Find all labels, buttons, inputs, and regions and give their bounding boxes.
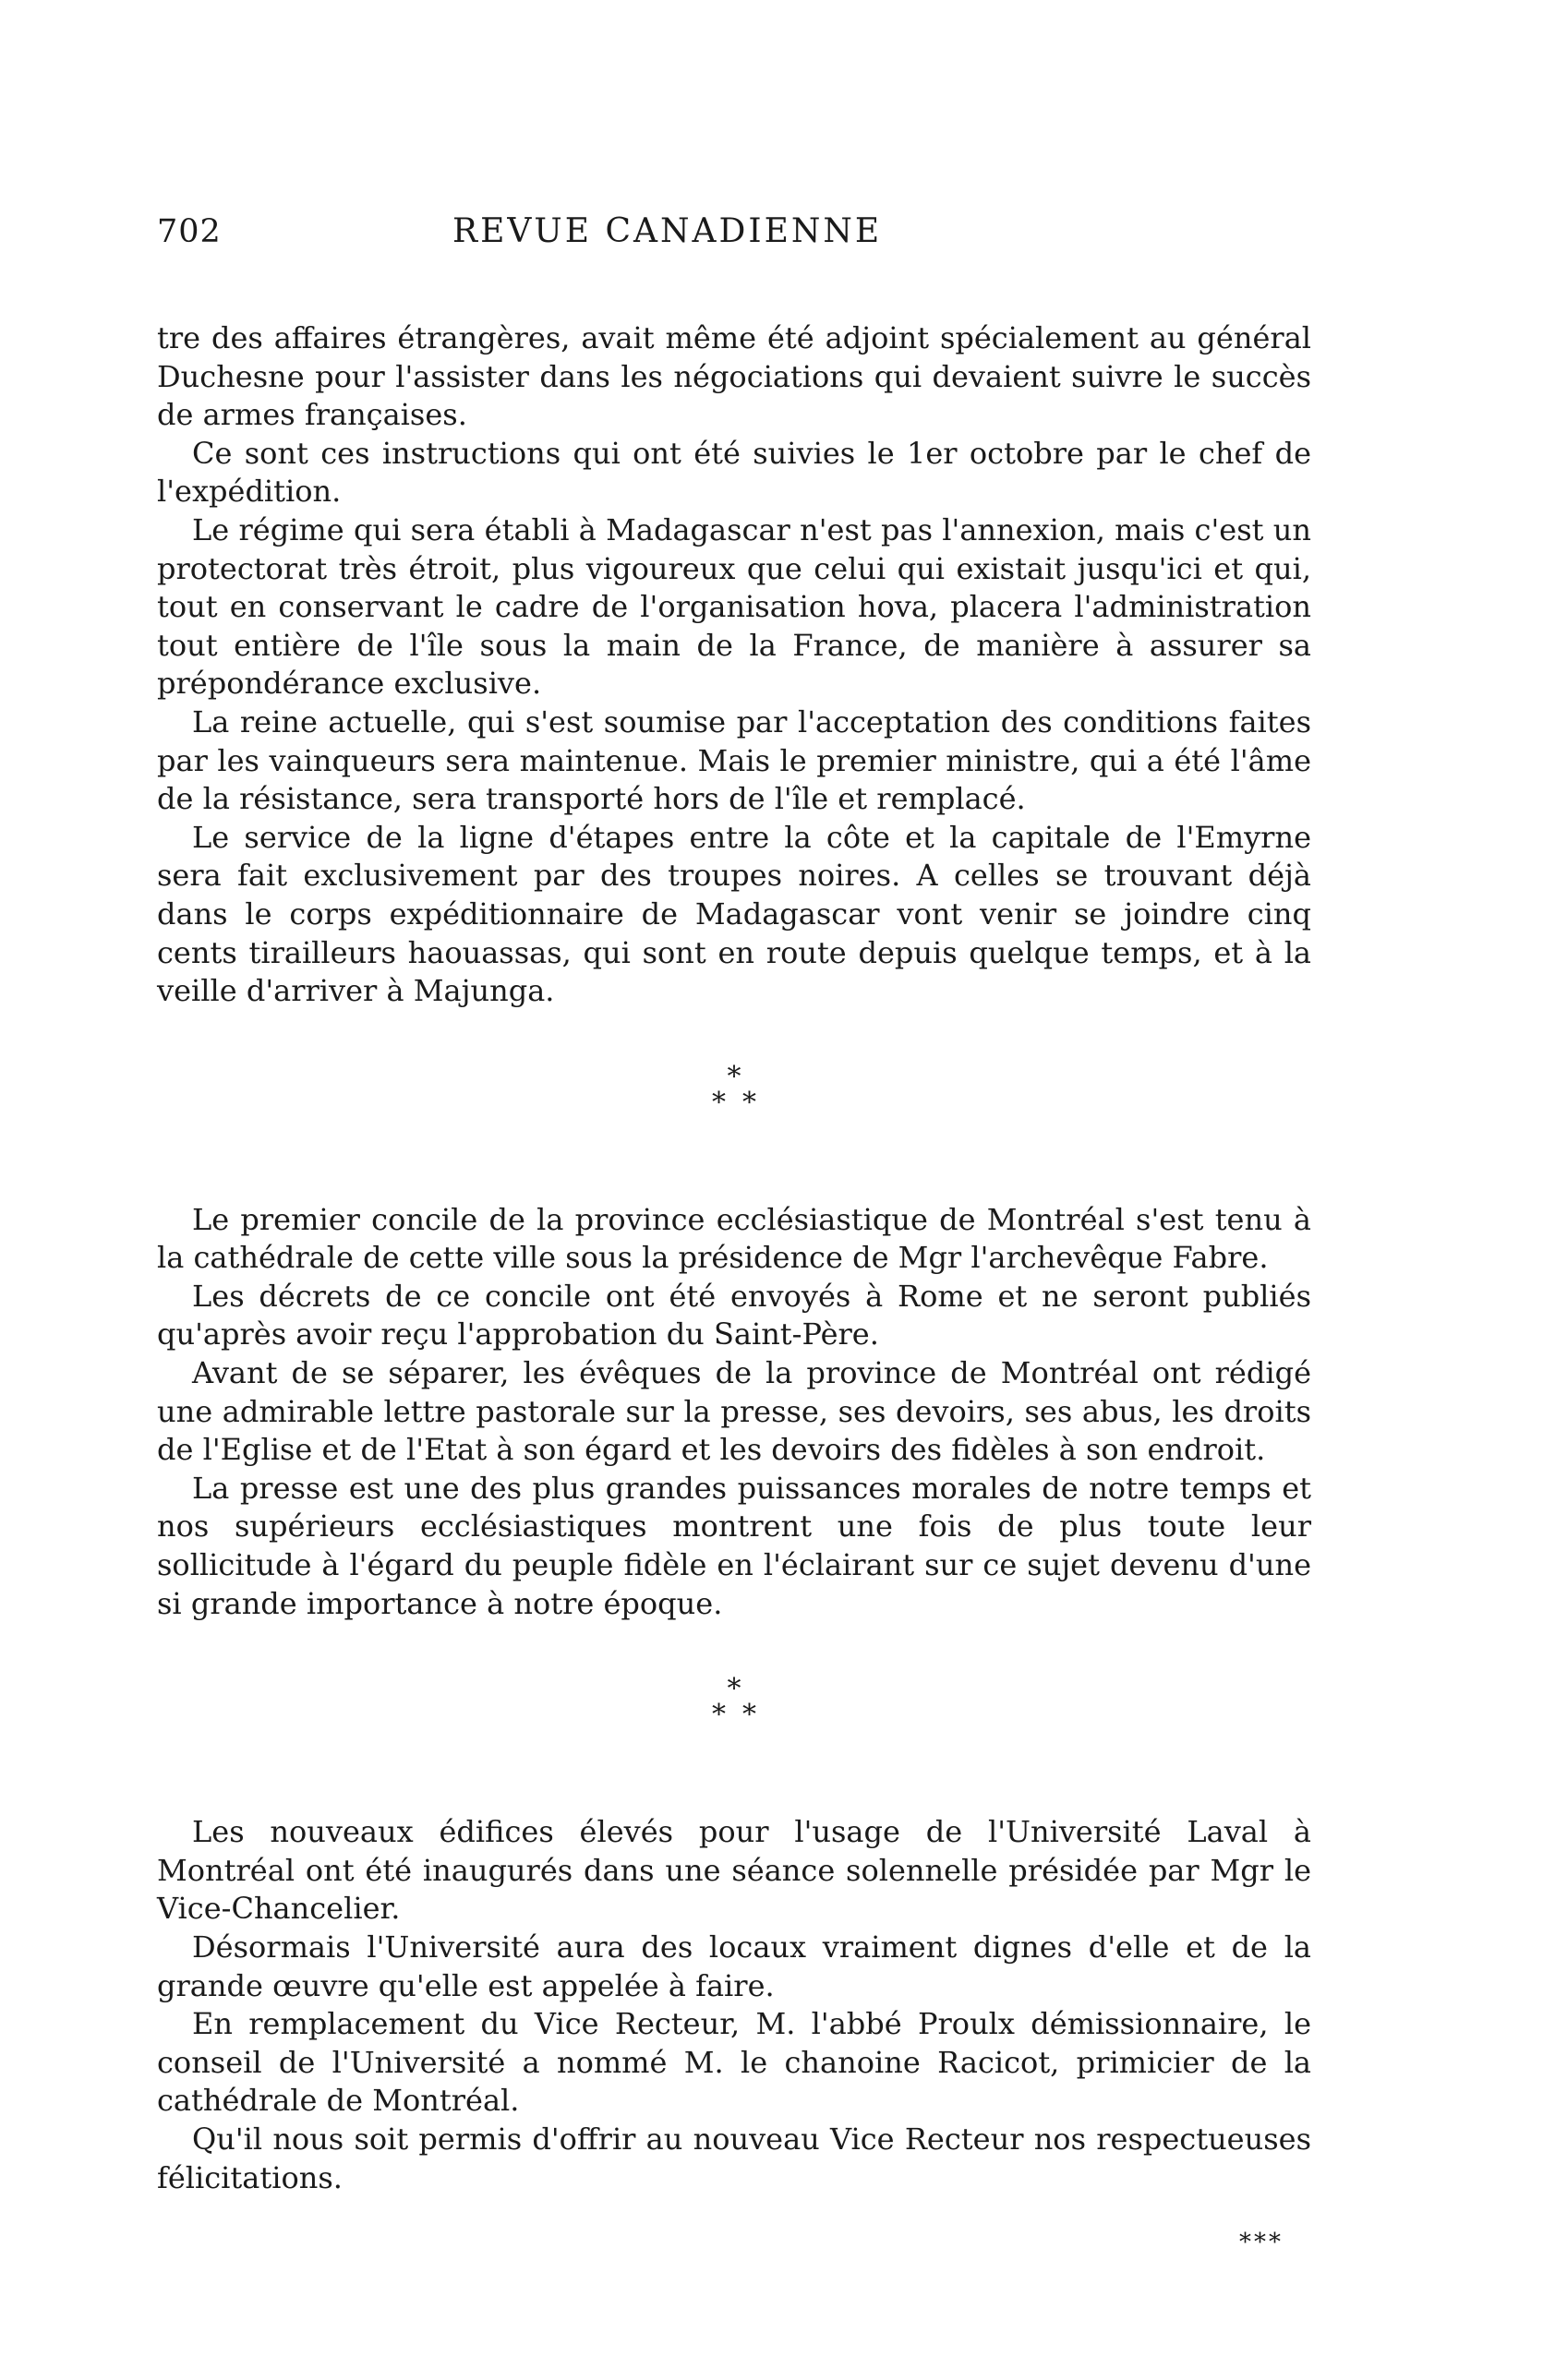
running-title: REVUE CANADIENNE (452, 212, 883, 250)
section-separator (157, 1046, 1311, 1148)
section-concile (157, 1201, 1311, 1624)
paragraph: Le premier concile de la province ecclésiastique de Montréal s'est tenu à la cathédrale de cette ville sous la présidence de Mgr l'archevêque Fabre. (157, 1201, 1311, 1276)
separator-asterisk-top: * (727, 1673, 741, 1706)
paragraph: Avant de se séparer, les évêques de la province de Montréal ont rédigé une admirable lettre pastorale sur la presse, ses devoirs, ses abus, les droits de l'Eglise et de l'Etat à son égard et les devoirs des fidèles à son endroit. (157, 1355, 1311, 1468)
paragraph: Désormais l'Université aura des locaux vraiment dignes d'elle et de la grande œuvre qu'elle est appelée à faire. (157, 1929, 1311, 2003)
paragraph: Le service de la ligne d'étapes entre la côte et la capitale de l'Emyrne sera fait exclusivement par des troupes noires. A celles se trouvant déjà dans le corps expéditionnaire de Madagascar vont venir se joindre cinq cents tirailleurs haouassas, qui sont en route depuis quelque temps, et à la veille d'arriver à Majunga. (157, 819, 1311, 1009)
separator-asterisks-bottom: ** (712, 1699, 773, 1732)
separator-asterisks-bottom: ** (712, 1086, 773, 1119)
paragraph: Qu'il nous soit permis d'offrir au nouveau Vice Recteur nos respectueuses félicitations. (157, 2121, 1311, 2195)
paragraph: Les nouveaux édifices élevés pour l'usage de l'Université Laval à Montréal ont été inaugurés dans une séance solennelle présidée par Mgr le Vice-Chancelier. (157, 1814, 1311, 1927)
paragraph: Le régime qui sera établi à Madagascar n'est pas l'annexion, mais c'est un protectorat très étroit, plus vigoureux que celui qui existait jusqu'ici et qui, tout en conservant le cadre de l'organisation hova, placera l'administration tout entière de l'île sous la main de la France, de manière à assurer sa prépondérance exclusive. (157, 511, 1311, 702)
paragraph: tre des affaires étrangères, avait même été adjoint spécialement au général Duchesne pour l'assister dans les négociations qui devaient suivre le succès de armes françaises. (157, 320, 1311, 433)
separator-asterisk-top: * (727, 1060, 741, 1093)
section-madagascar (157, 319, 1311, 1011)
section-universite (157, 1813, 1311, 2197)
page-number: 702 (157, 213, 222, 250)
paragraph: La reine actuelle, qui s'est soumise par l'acceptation des conditions faites par les vainqueurs sera maintenue. Mais le premier ministre, qui a été l'âme de la résistance, sera transporté hors de l'île et remplacé. (157, 703, 1311, 817)
paragraph: Les décrets de ce concile ont été envoyés à Rome et ne seront publiés qu'après avoir reçu l'approbation du Saint-Père. (157, 1278, 1311, 1352)
page (157, 212, 1311, 2256)
section-separator (157, 1658, 1311, 1760)
page-header (157, 212, 1311, 268)
paragraph: La presse est une des plus grandes puissances morales de notre temps et nos supérieurs ecclésiastiques montrent une fois de plus toute leur sollicitude à l'égard du peuple fidèle en l'éclairant sur ce sujet devenu d'une si grande importance à notre époque. (157, 1470, 1311, 1621)
paragraph: En remplacement du Vice Recteur, M. l'abbé Proulx démissionnaire, le conseil de l'Université a nommé M. le chanoine Racicot, primicier de la cathédrale de Montréal. (157, 2006, 1311, 2119)
paragraph: Ce sont ces instructions qui ont été suivies le 1er octobre par le chef de l'expédition. (157, 435, 1311, 510)
end-mark: *** (1239, 2229, 1284, 2257)
